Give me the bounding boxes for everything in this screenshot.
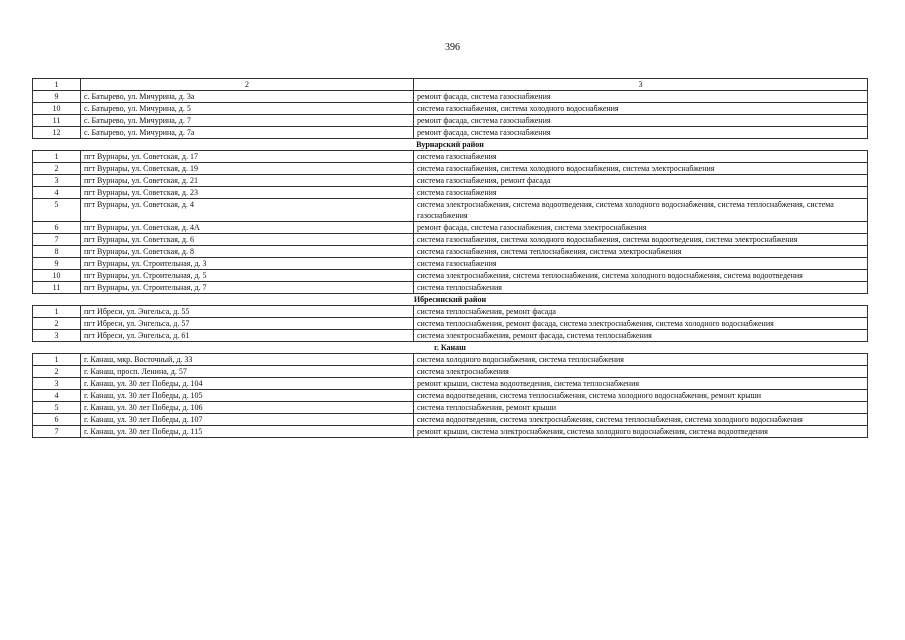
row-number: 2 — [33, 318, 81, 330]
row-number: 11 — [33, 282, 81, 294]
table-row — [33, 151, 868, 163]
works-cell: система газоснабжения, система холодного водоснабжения — [414, 103, 868, 115]
row-number: 1 — [33, 151, 81, 163]
address-cell: г. Канаш, ул. 30 лет Победы, д. 104 — [81, 378, 414, 390]
table-row — [33, 199, 868, 222]
works-cell: система теплоснабжения, ремонт фасада, система электроснабжения, система холодного водоснабжения — [414, 318, 868, 330]
address-cell: г. Канаш, ул. 30 лет Победы, д. 107 — [81, 414, 414, 426]
works-cell: ремонт фасада, система газоснабжения, система электроснабжения — [414, 222, 868, 234]
works-cell: система теплоснабжения, ремонт фасада — [414, 306, 868, 318]
table-row — [33, 318, 868, 330]
row-number: 6 — [33, 414, 81, 426]
row-number: 2 — [33, 163, 81, 175]
row-number: 5 — [33, 199, 81, 222]
address-cell: пгт Вурнары, ул. Советская, д. 8 — [81, 246, 414, 258]
address-cell: г. Канаш, ул. 30 лет Победы, д. 106 — [81, 402, 414, 414]
works-cell: ремонт фасада, система газоснабжения — [414, 115, 868, 127]
table-row — [33, 163, 868, 175]
works-cell: ремонт крыши, система электроснабжения, система холодного водоснабжения, система водоотведения — [414, 426, 868, 438]
address-cell: пгт Вурнары, ул. Строительная, д. 3 — [81, 258, 414, 270]
address-cell: г. Канаш, мкр. Восточный, д. 33 — [81, 354, 414, 366]
column-number-3: 3 — [414, 79, 868, 91]
address-cell: пгт Вурнары, ул. Советская, д. 21 — [81, 175, 414, 187]
works-cell: система газоснабжения, система холодного водоснабжения, система электроснабжения — [414, 163, 868, 175]
works-cell: система водоотведения, система электроснабжения, система теплоснабжения, система холодного водоснабжения — [414, 414, 868, 426]
address-cell: пгт Вурнары, ул. Советская, д. 4 — [81, 199, 414, 222]
address-cell: с. Батырево, ул. Мичурина, д. 5 — [81, 103, 414, 115]
works-cell: ремонт фасада, система газоснабжения — [414, 127, 868, 139]
table-row — [33, 103, 868, 115]
works-cell: система электроснабжения, система водоотведения, система холодного водоснабжения, система теплоснабжения, система газоснабжения — [414, 199, 868, 222]
row-number: 4 — [33, 390, 81, 402]
table-row — [33, 426, 868, 438]
row-number: 10 — [33, 103, 81, 115]
section-title: г. Канаш — [33, 342, 868, 354]
works-cell: система газоснабжения, система теплоснабжения, система электроснабжения — [414, 246, 868, 258]
address-cell: с. Батырево, ул. Мичурина, д. 7 — [81, 115, 414, 127]
address-cell: пгт Вурнары, ул. Строительная, д. 7 — [81, 282, 414, 294]
table-row — [33, 402, 868, 414]
works-cell: система электроснабжения, ремонт фасада, система теплоснабжения — [414, 330, 868, 342]
row-number: 12 — [33, 127, 81, 139]
table-row — [33, 127, 868, 139]
address-cell: с. Батырево, ул. Мичурина, д. 3а — [81, 91, 414, 103]
works-table — [32, 78, 868, 438]
address-cell: г. Канаш, просп. Ленина, д. 57 — [81, 366, 414, 378]
address-cell: пгт Вурнары, ул. Советская, д. 23 — [81, 187, 414, 199]
works-cell: система холодного водоснабжения, система теплоснабжения — [414, 354, 868, 366]
column-number-1: 1 — [33, 79, 81, 91]
section-heading-row — [33, 294, 868, 306]
section-title: Ибресинский район — [33, 294, 868, 306]
table-row — [33, 414, 868, 426]
works-table-body — [33, 79, 868, 438]
row-number: 9 — [33, 258, 81, 270]
table-row — [33, 330, 868, 342]
works-cell: система водоотведения, система теплоснабжения, система холодного водоснабжения, ремонт крыши — [414, 390, 868, 402]
address-cell: г. Канаш, ул. 30 лет Победы, д. 115 — [81, 426, 414, 438]
table-row — [33, 115, 868, 127]
works-cell: система электроснабжения, система теплоснабжения, система холодного водоснабжения, система водоотведения — [414, 270, 868, 282]
address-cell: пгт Вурнары, ул. Строительная, д. 5 — [81, 270, 414, 282]
address-cell: пгт Ибреси, ул. Энгельса, д. 57 — [81, 318, 414, 330]
row-number: 9 — [33, 91, 81, 103]
row-number: 1 — [33, 354, 81, 366]
row-number: 4 — [33, 187, 81, 199]
table-row — [33, 234, 868, 246]
address-cell: с. Батырево, ул. Мичурина, д. 7а — [81, 127, 414, 139]
table-row — [33, 306, 868, 318]
column-number-row — [33, 79, 868, 91]
table-row — [33, 354, 868, 366]
column-number-2: 2 — [81, 79, 414, 91]
address-cell: пгт Вурнары, ул. Советская, д. 6 — [81, 234, 414, 246]
section-heading-row — [33, 342, 868, 354]
row-number: 3 — [33, 378, 81, 390]
works-cell: система теплоснабжения, ремонт крыши — [414, 402, 868, 414]
table-row — [33, 366, 868, 378]
row-number: 3 — [33, 175, 81, 187]
address-cell: пгт Ибреси, ул. Энгельса, д. 55 — [81, 306, 414, 318]
works-cell: ремонт фасада, система газоснабжения — [414, 91, 868, 103]
address-cell: г. Канаш, ул. 30 лет Победы, д. 105 — [81, 390, 414, 402]
table-row — [33, 246, 868, 258]
row-number: 1 — [33, 306, 81, 318]
row-number: 2 — [33, 366, 81, 378]
page-number: 396 — [445, 42, 460, 53]
row-number: 7 — [33, 426, 81, 438]
row-number: 6 — [33, 222, 81, 234]
table-row — [33, 222, 868, 234]
works-cell: система электроснабжения — [414, 366, 868, 378]
row-number: 10 — [33, 270, 81, 282]
works-cell: ремонт крыши, система водоотведения, система теплоснабжения — [414, 378, 868, 390]
address-cell: пгт Вурнары, ул. Советская, д. 4А — [81, 222, 414, 234]
address-cell: пгт Ибреси, ул. Энгельса, д. 61 — [81, 330, 414, 342]
table-row — [33, 282, 868, 294]
table-row — [33, 258, 868, 270]
table-row — [33, 378, 868, 390]
table-row — [33, 187, 868, 199]
table-row — [33, 91, 868, 103]
table-row — [33, 270, 868, 282]
works-cell: система газоснабжения — [414, 187, 868, 199]
works-cell: система газоснабжения, ремонт фасада — [414, 175, 868, 187]
section-title: Вурнарский район — [33, 139, 868, 151]
row-number: 7 — [33, 234, 81, 246]
works-cell: система газоснабжения — [414, 258, 868, 270]
address-cell: пгт Вурнары, ул. Советская, д. 17 — [81, 151, 414, 163]
row-number: 11 — [33, 115, 81, 127]
works-cell: система газоснабжения — [414, 151, 868, 163]
section-heading-row — [33, 139, 868, 151]
address-cell: пгт Вурнары, ул. Советская, д. 19 — [81, 163, 414, 175]
table-row — [33, 175, 868, 187]
table-row — [33, 390, 868, 402]
works-cell: система теплоснабжения — [414, 282, 868, 294]
row-number: 3 — [33, 330, 81, 342]
row-number: 5 — [33, 402, 81, 414]
works-cell: система газоснабжения, система холодного водоснабжения, система водоотведения, система электроснабжения — [414, 234, 868, 246]
row-number: 8 — [33, 246, 81, 258]
